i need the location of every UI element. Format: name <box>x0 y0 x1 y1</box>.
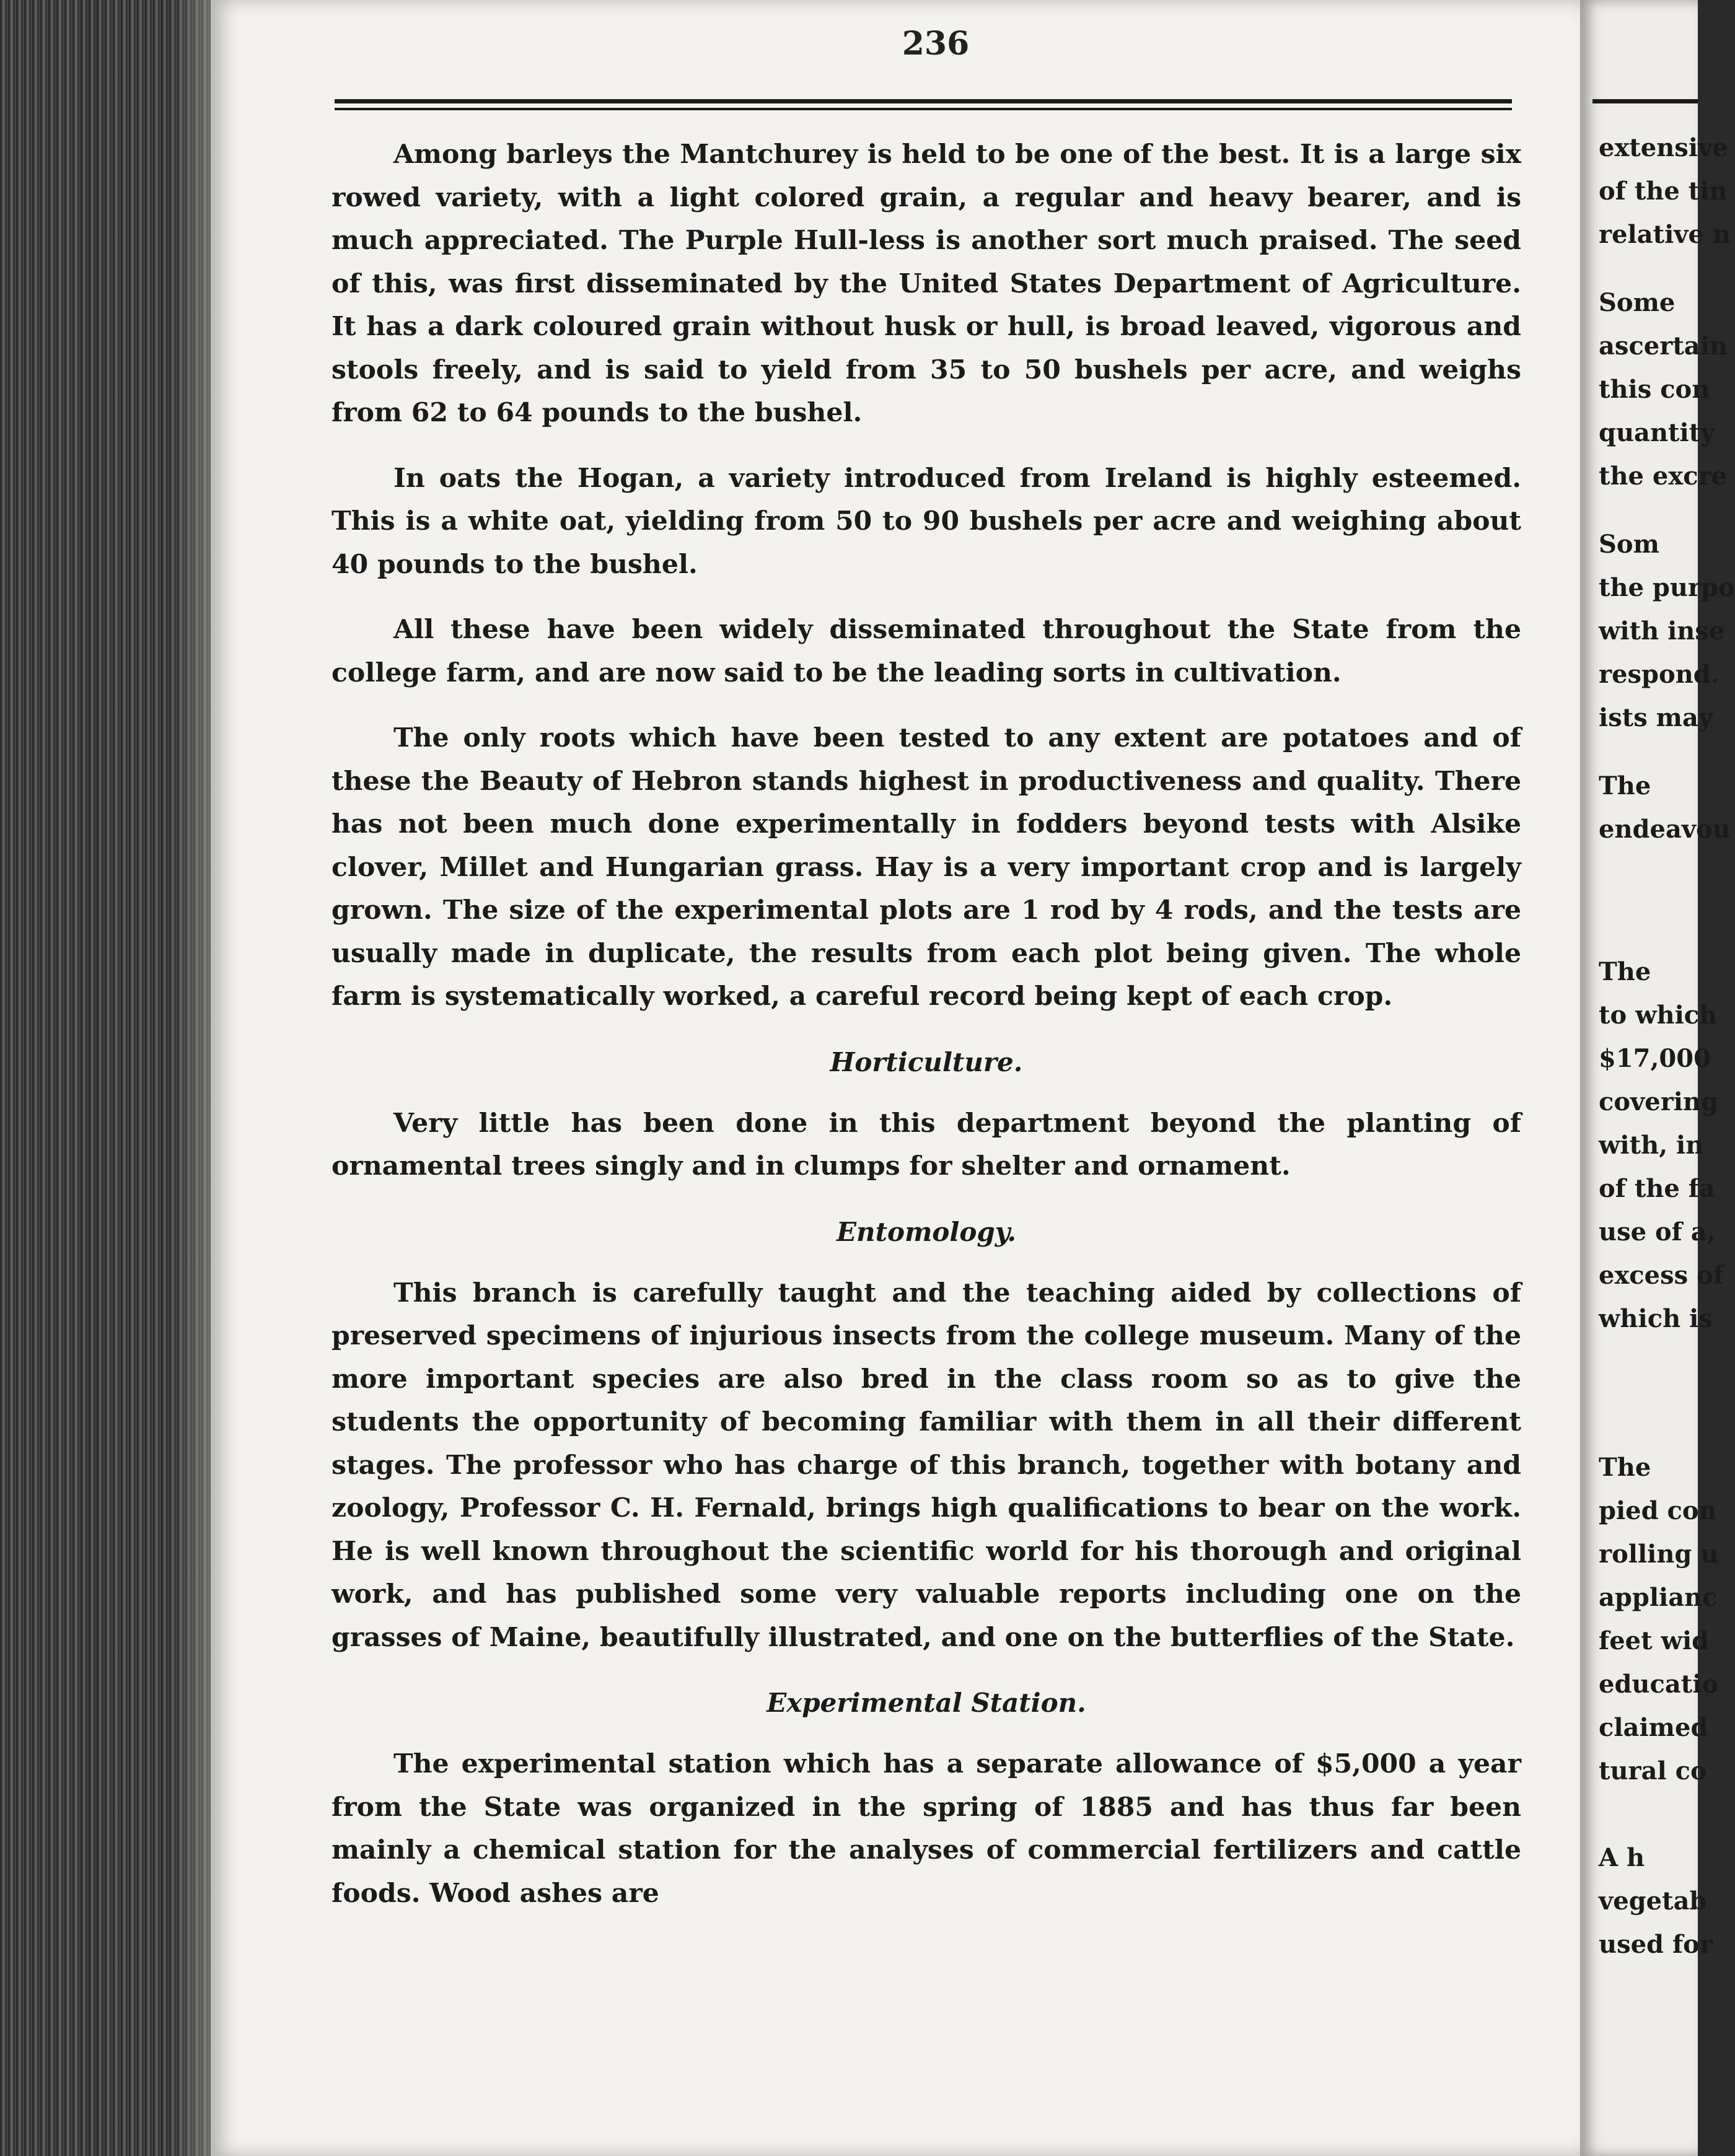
header-rule-thin <box>335 108 1512 110</box>
facing-page-line: educatio <box>1599 1670 1719 1699</box>
facing-page-line: $17,000 <box>1599 1044 1711 1073</box>
book-page <box>211 0 1580 2156</box>
facing-page-line: of the fa <box>1599 1174 1715 1203</box>
header-rule <box>335 99 1512 103</box>
facing-page-line: use of a, <box>1599 1217 1716 1247</box>
paragraph-oats: In oats the Hogan, a variety introduced from Ireland is highly esteemed. This is a white oat, yielding from 50 to 90 bushels per acre and weighing about 40 pounds to the bushel. <box>332 462 1521 580</box>
facing-page-line: used for <box>1599 1930 1713 1959</box>
heading-entomology: Entomology. <box>837 1216 1016 1247</box>
facing-page-line: A h <box>1599 1843 1645 1872</box>
facing-page-line: The <box>1599 1453 1651 1482</box>
facing-page-line: respond. <box>1599 660 1720 689</box>
paragraph-roots: The only roots which have been tested to any extent are potatoes and of these the Beauty of Hebron stands highest in productiveness and quality. There has not been much done experimentally in fodders beyond tests with Alsike clover, Millet and Hungarian grass. Hay is a very important crop and is largely grown. The size of the experimental plots are 1 rod by 4 rods, and the tests are usually made in duplicate, the results from each plot being given. The whole farm is systematically worked, a careful record being kept of each crop. <box>332 722 1521 1012</box>
facing-page-line: excess of <box>1599 1261 1724 1290</box>
facing-page-line: applianc <box>1599 1583 1718 1612</box>
facing-page-line: vegetab <box>1599 1887 1707 1916</box>
paragraph-experimental-station: The experimental station which has a separate allowance of $5,000 a year from the State was organized in the spring of 1885 and has thus far been mainly a chemical station for the analyses of commercial fertilizers and cattle foods. Wood ashes are <box>332 1748 1521 1909</box>
facing-page-line: with inse <box>1599 616 1725 646</box>
page-number: 236 <box>902 25 970 63</box>
facing-page-line: relative n <box>1599 220 1731 249</box>
paragraph-disseminated: All these have been widely disseminated throughout the State from the college farm, and are now said to be the leading sorts in cultivation. <box>332 614 1521 688</box>
page-body <box>332 133 1521 1915</box>
facing-page-line: rolling u <box>1599 1540 1719 1569</box>
facing-page-line: ists may <box>1599 703 1713 732</box>
facing-page-line: this con <box>1599 375 1710 404</box>
facing-page-line: The <box>1599 957 1651 986</box>
heading-horticulture: Horticulture. <box>830 1046 1023 1077</box>
facing-page-line: the excre <box>1599 462 1728 491</box>
facing-page-line: to which <box>1599 1001 1718 1030</box>
facing-page-line: The <box>1599 771 1651 800</box>
facing-page-line: with, in <box>1599 1131 1704 1160</box>
facing-page-line: Some <box>1599 288 1676 317</box>
facing-page-line: of the tin <box>1599 177 1728 206</box>
facing-page-line: ascertain <box>1599 331 1728 361</box>
facing-page-line: the purpo <box>1599 573 1735 602</box>
paragraph-horticulture: Very little has been done in this department beyond the planting of ornamental trees singly and in clumps for shelter and ornament. <box>332 1107 1521 1181</box>
facing-page-line: claimed <box>1599 1713 1708 1742</box>
facing-page-line: feet wid <box>1599 1626 1710 1655</box>
facing-page-line: which is <box>1599 1304 1713 1333</box>
paragraph-barleys: Among barleys the Mantchurey is held to be one of the best. It is a large six rowed variety, with a light colored grain, a regular and heavy bearer, and is much appreciated. The Purple Hull-less is another sort much praised. The seed of this, was first disseminated by the United States Department of Agriculture. It has a dark coloured grain without husk or hull, is broad leaved, vigorous and stools freely, and is said to yield from 35 to 50 bushels per acre, and weighs from 62 to 64 pounds to the bushel. <box>332 139 1521 428</box>
paragraph-entomology: This branch is carefully taught and the teaching aided by collections of preserved specimens of injurious insects from the college museum. Many of the more important species are also bred in the class room so as to give the students the opportunity of becoming familiar with them in all their different stages. The professor who has charge of this branch, together with botany and zoology, Professor C. H. Fernald, brings high qualifications to bear on the work. He is well known throughout the scientific world for his thorough and original work, and has published some very valuable reports including one on the grasses of Maine, beautifully illustrated, and one on the butterflies of the State. <box>332 1277 1521 1653</box>
facing-page-line: tural co <box>1599 1756 1707 1786</box>
facing-page-line: extensive <box>1599 133 1728 162</box>
facing-page <box>1580 0 1735 2156</box>
facing-page-line: covering <box>1599 1087 1719 1116</box>
facing-page-line: endeavou <box>1599 815 1731 844</box>
facing-page-line: Som <box>1599 530 1659 559</box>
facing-page-line: quantity <box>1599 418 1715 447</box>
book-page-edges <box>0 0 211 2156</box>
facing-header-rule <box>1592 99 1698 103</box>
heading-experimental-station: Experimental Station. <box>766 1688 1086 1718</box>
facing-page-line: pied con <box>1599 1496 1717 1525</box>
